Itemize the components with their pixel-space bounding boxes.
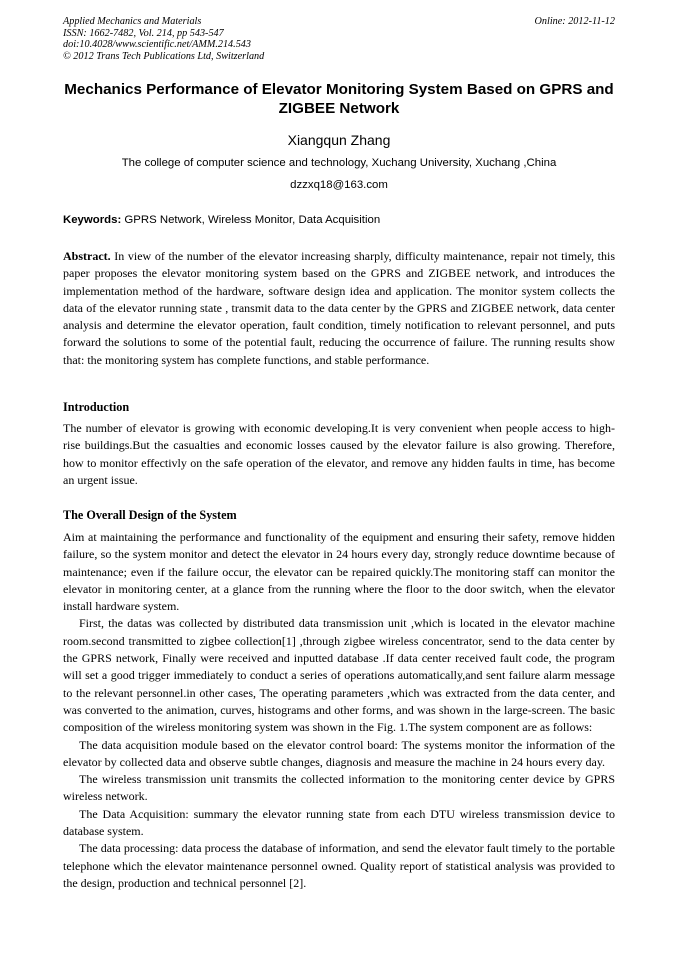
design-paragraph: The Data Acquisition: summary the elevator running state from each DTU wireless transmission device to database system. <box>63 806 615 839</box>
journal-name: Applied Mechanics and Materials <box>63 16 202 27</box>
journal-header <box>63 16 615 62</box>
introduction-heading: Introduction <box>63 400 130 414</box>
abstract-text: In view of the number of the elevator increasing sharply, difficulty maintenance, repair not timely, this paper proposes the elevator monitoring system based on the GPRS and ZIGBEE network, and introduces the implementation method of the hardware, software design idea and application. The monitor system collects the data of the elevator running state , transmit data to the data center by the GPRS and ZIGBEE network, data center analysis and determine the elevator operation, fault condition, timely notification to relevant personnel, and puts forward the solutions to some of the potential fault, reducing the occurrence of failure. The running results show that: the monitoring system has complete functions, and stable performance. <box>63 249 615 367</box>
abstract-label: Abstract. <box>63 249 111 263</box>
overall-design-block <box>63 529 615 892</box>
keywords-line <box>63 213 615 228</box>
design-paragraph: The wireless transmission unit transmits the collected information to the monitoring center device by GPRS wireless network. <box>63 772 615 804</box>
introduction-text: The number of elevator is growing with economic developing.It is very convenient when people access to high-rise buildings.But the casualties and economic losses caused by the elevator failure is also growing. Therefore, how to monitor effectivly on the safe operation of the elevator, and remove any hidden faults in time, has become an urgent issue. <box>63 421 615 487</box>
design-paragraph: The data processing: data process the database of information, and send the elevator fault timely to the portable telephone which the elevator maintenance personnel owned. Quality report of statistical analysis was provided to the design, production and technical personnel [2]. <box>63 841 615 890</box>
author-name: Xiangqun Zhang <box>287 132 391 148</box>
paper-title: Mechanics Performance of Elevator Monitoring System Based on GPRS and ZIGBEE Network <box>64 81 614 117</box>
keywords-label: Keywords: <box>63 214 122 226</box>
online-date: Online: 2012-11-12 <box>534 16 615 27</box>
design-paragraph: The data acquisition module based on the elevator control board: The systems monitor the information of the elevator by collected data and observe subtle changes, diagnosis and measure the machine in 24 hours every day. <box>63 737 615 769</box>
introduction-block <box>63 420 615 489</box>
keywords-text: GPRS Network, Wireless Monitor, Data Acquisition <box>124 214 381 226</box>
copyright-line: © 2012 Trans Tech Publications Ltd, Switzerland <box>63 50 265 62</box>
design-paragraph: First, the datas was collected by distributed data transmission unit ,which is located in the elevator machine room.second transmitted to zigbee collection[1] ,through zigbee wireless concentrator, send to the data center by the GPRS network, Finally were received and inputted database .If data center received fault code, the program will set a good trigger immediately to conduct a series of operations automatically,and sent failure alarm message to the relevant personnel.in other cases, The operating parameters ,which was extracted from the data center, and was converted to the animation, curves, histograms and other forms, and was shown in the large-screen. The basic composition of the wireless monitoring system was shown in the Fig. 1.The system component are as follows: <box>63 616 615 735</box>
author-affiliation: The college of computer science and technology, Xuchang University, Xuchang ,China <box>121 157 557 169</box>
overall-design-heading: The Overall Design of the System <box>63 508 237 522</box>
doi-line: doi:10.4028/www.scientific.net/AMM.214.543 <box>63 39 251 51</box>
author-email: dzzxq18@163.com <box>290 179 388 191</box>
design-paragraph: Aim at maintaining the performance and functionality of the equipment and ensuring their safety, remove hidden failure, so the system monitor and detect the elevator in 24 hours every day, strongly reduce downtime because of maintenance; even if the failure occur, the elevator can be repaired quickly.The monitoring staff can monitor the elevator in monitoring center, at a glance from the running where the floor to the door switch, when the elevator install hardware system. <box>63 530 615 614</box>
abstract-block <box>63 248 615 369</box>
issn-line: ISSN: 1662-7482, Vol. 214, pp 543-547 <box>63 27 224 39</box>
